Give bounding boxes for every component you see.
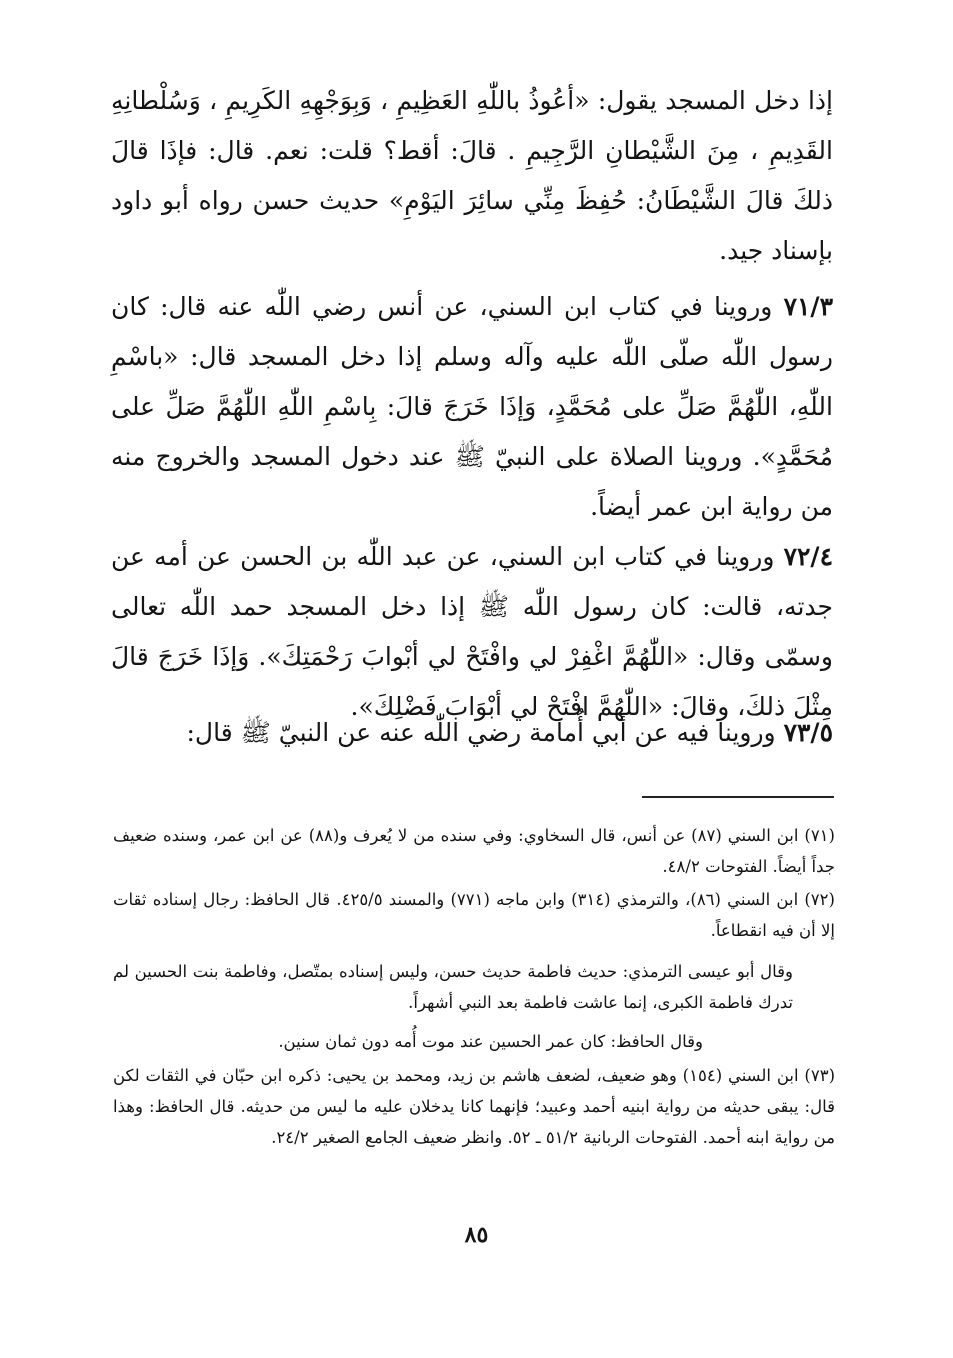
paragraph-71	[111, 282, 833, 532]
paragraph-73	[111, 708, 833, 758]
paragraph-72	[111, 532, 833, 732]
paragraph-text: وروينا في كتاب ابن السني، عن عبد اللّٰه بن الحسن عن أمه عن جدته، قالت: كان رسول اللّٰه ﷺ إذا دخل المسجد حمد اللّٰه تعالى وسمّى وقال: «اللّٰهُمَّ اغْفِرْ لي وافْتَحْ لي أبْوابَ رَحْمَتِكَ». وَإذَا خَرَجَ قالَ مِثْلَ ذلكَ، وقالَ: «اللّٰهُمَّ افْتَحْ لي أبْوَابَ فَضْلِكَ».	[111, 542, 833, 721]
footnote-separator	[642, 796, 834, 798]
paragraph-continued	[111, 76, 833, 276]
hadith-number: ٧٢/٤	[783, 542, 833, 571]
footnote-71	[113, 820, 835, 882]
page-number: ٨٥	[464, 1222, 489, 1248]
paragraph-text: وروينا فيه عن أبي أُمامة رضي اللّٰه عنه عن النبيّ ﷺ قال:	[186, 718, 776, 747]
paragraph-text: وروينا في كتاب ابن السني، عن أنس رضي اللّٰه عنه قال: كان رسول اللّٰه صلّى اللّٰه عليه وآله وسلم إذا دخل المسجد قال: «باسْمِ اللّٰهِ، اللّٰهُمَّ صَلِّ على مُحَمَّدٍ، وَإذَا خَرَجَ قالَ: بِاسْمِ اللّٰهِ اللّٰهُمَّ صَلِّ على مُحَمَّدٍ». وروينا الصلاة على النبيّ ﷺ عند دخول المسجد والخروج منه من رواية ابن عمر أيضاً.	[111, 292, 833, 521]
footnote-text: (٧٢) ابن السني (٨٦)، والترمذي (٣١٤) وابن ماجه (٧٧١) والمسند ٤٢٥/٥. قال الحافظ: رجال إسناده ثقات إلا أن فيه انقطاعاً.	[113, 890, 835, 940]
footnote-text: وقال الحافظ: كان عمر الحسين عند موت أُمه دون ثمان سنين.	[278, 1032, 703, 1051]
footnote-text: (٧١) ابن السني (٨٧) عن أنس، قال السخاوي: وفي سنده من لا يُعرف و(٨٨) عن ابن عمر، وسنده ضعيف جداً أيضاً. الفتوحات ٤٨/٢.	[113, 826, 835, 876]
footnote-72	[113, 884, 835, 946]
footnote-72-note	[113, 1026, 703, 1057]
footnote-text: (٧٣) ابن السني (١٥٤) وهو ضعيف، لضعف هاشم بن زيد، ومحمد بن يحيى: ذكره ابن حبّان في الثقات لكن قال: يبقى حديثه من رواية ابنيه أحمد وعبيد؛ فإنهما كانا يدخلان عليه ما ليس من حديثه. قال الحافظ: وهذا من رواية ابنه أحمد. الفتوحات الربانية ٥١/٢ ـ ٥٢. وانظر ضعيف الجامع الصغير ٢٤/٢.	[113, 1066, 835, 1147]
footnote-73	[113, 1060, 835, 1153]
hadith-number: ٧١/٣	[783, 292, 833, 321]
footnote-text: وقال أبو عيسى الترمذي: حديث فاطمة حديث حسن، وليس إسناده بمتّصل، وفاطمة بنت الحسين لم تدرك فاطمة الكبرى، إنما عاشت فاطمة بعد النبي أشهراً.	[113, 962, 793, 1012]
hadith-number: ٧٣/٥	[783, 718, 833, 747]
footnote-72-continued	[113, 956, 793, 1018]
paragraph-text: إذا دخل المسجد يقول: «أعُوذُ باللّٰهِ العَظِيمِ ، وَبِوَجْهِهِ الكَرِيمِ ، وَسُلْطانِهِ القَدِيمِ ، مِنَ الشَّيْطانِ الرَّجِيمِ . قالَ: أقط؟ قلت: نعم. قال: فإذَا قالَ ذلكَ قالَ الشَّيْطَانُ: حُفِظَ مِنِّي سائِرَ اليَوْمِ» حديث حسن رواه أبو داود بإسناد جيد.	[111, 86, 833, 265]
